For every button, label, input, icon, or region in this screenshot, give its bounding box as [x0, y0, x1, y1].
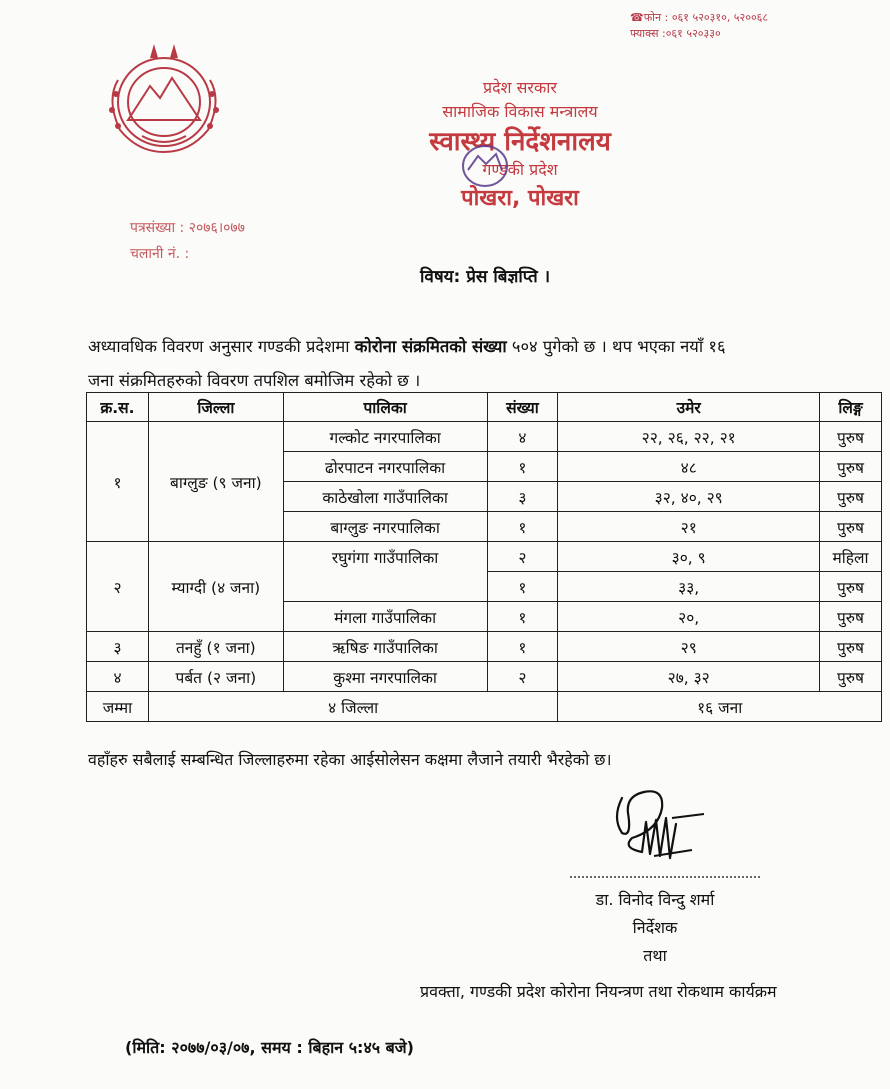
cell-count: ४	[487, 422, 558, 452]
cell-age: ३२, ४०, २९	[558, 482, 820, 512]
letterhead-line-5: पोखरा, पोखरा	[461, 186, 579, 211]
cell-age: २९	[558, 632, 820, 662]
total-districts: ४ जिल्ला	[148, 692, 557, 722]
cell-gender: पुरुष	[819, 482, 881, 512]
cell-palika: ढोरपाटन नगरपालिका	[283, 452, 487, 482]
contact-info	[630, 10, 830, 42]
cell-count: २	[487, 542, 558, 572]
table-row	[87, 662, 882, 692]
isolation-note: वहाँहरु सबैलाई सम्बन्धित जिल्लाहरुमा रहेका आईसोलेसन कक्षमा लैजाने तयारी भैरहेको छ।	[88, 750, 612, 769]
cell-gender: पुरुष	[819, 602, 881, 632]
cell-palika: गल्कोट नगरपालिका	[283, 422, 487, 452]
cell-gender: महिला	[819, 542, 881, 572]
cell-age: २१	[558, 512, 820, 542]
cell-sn: ३	[87, 632, 149, 662]
cases-table	[86, 392, 882, 722]
cell-age: ४८	[558, 452, 820, 482]
cell-district: पर्बत (२ जना)	[148, 662, 283, 692]
body-text-2: ५०४ पुगेको छ । थप भएका नयाँ १६	[506, 337, 726, 356]
header-count: संख्या	[487, 393, 558, 422]
total-persons: १६ जना	[558, 692, 882, 722]
cell-sn: १	[87, 422, 149, 542]
header-district: जिल्ला	[148, 393, 283, 422]
body-text-bold: कोरोना संक्रमितको संख्या	[354, 337, 507, 356]
cell-count: १	[487, 572, 558, 602]
header-sn: क्र.स.	[87, 393, 149, 422]
table-row	[87, 542, 882, 572]
cell-gender: पुरुष	[819, 572, 881, 602]
letterhead-line-1: प्रदेश सरकार	[483, 78, 557, 97]
cell-gender: पुरुष	[819, 452, 881, 482]
header-palika: पालिका	[283, 393, 487, 422]
cell-gender: पुरुष	[819, 632, 881, 662]
cell-count: २	[487, 662, 558, 692]
dispatch-number: चलानी नं. :	[130, 246, 190, 262]
signature-line	[570, 876, 760, 878]
cell-district: म्याग्दी (४ जना)	[148, 542, 283, 632]
cell-sn: २	[87, 542, 149, 632]
cell-palika: काठेखोला गाउँपालिका	[283, 482, 487, 512]
signatory-block	[530, 886, 780, 970]
signatory-conjunction: तथा	[643, 946, 667, 965]
cell-palika: बाग्लुङ नगरपालिका	[283, 512, 487, 542]
cell-palika: कुश्मा नगरपालिका	[283, 662, 487, 692]
table-total-row	[87, 692, 882, 722]
cell-age: २७, ३२	[558, 662, 820, 692]
cell-age: ३०, ९	[558, 542, 820, 572]
cell-palika: ऋषिङ गाउँपालिका	[283, 632, 487, 662]
table-header-row	[87, 393, 882, 422]
cell-gender: पुरुष	[819, 512, 881, 542]
cell-age: २२, २६, २२, २१	[558, 422, 820, 452]
cell-age: ३३,	[558, 572, 820, 602]
letterhead-line-2: सामाजिक विकास मन्त्रालय	[442, 102, 598, 121]
date-line: (मिति: २०७७/०३/०७, समय : बिहान ५:४५ बजे)	[125, 1038, 414, 1057]
cell-district: बाग्लुङ (९ जना)	[148, 422, 283, 542]
cell-palika: मंगला गाउँपालिका	[283, 602, 487, 632]
signature	[592, 778, 742, 878]
signatory-name: डा. विनोद विन्दु शर्मा	[595, 890, 715, 909]
body-paragraph	[88, 330, 888, 398]
cell-count: १	[487, 452, 558, 482]
office-stamp	[410, 140, 560, 268]
signatory-role: प्रवक्ता, गण्डकी प्रदेश कोरोना नियन्त्रण तथा रोकथाम कार्यक्रम	[420, 982, 777, 1001]
cell-count: ३	[487, 482, 558, 512]
header-age: उमेर	[558, 393, 820, 422]
fax-text: फ्याक्स :०६१ ५२०३३०	[630, 27, 721, 40]
cell-sn: ४	[87, 662, 149, 692]
cell-palika: रघुगंगा गाउँपालिका	[283, 542, 487, 602]
table-row	[87, 632, 882, 662]
cell-gender: पुरुष	[819, 662, 881, 692]
government-emblem-icon	[98, 40, 230, 160]
subject-line: विषय: प्रेस बिज्ञप्ति ।	[420, 267, 551, 287]
cell-count: १	[487, 512, 558, 542]
cell-count: १	[487, 632, 558, 662]
cell-gender: पुरुष	[819, 422, 881, 452]
signatory-title: निर्देशक	[632, 918, 678, 937]
body-text-1: अध्यावधिक विवरण अनुसार गण्डकी प्रदेशमा	[88, 337, 355, 356]
letter-number: पत्रसंख्या : २०७६।०७७	[130, 220, 245, 236]
total-label: जम्मा	[87, 692, 149, 722]
cell-age: २०,	[558, 602, 820, 632]
phone-text: ☎फोन : ०६१ ५२०३१०, ५२००६८	[630, 11, 769, 24]
header-gender: लिङ्ग	[819, 393, 881, 422]
letterhead-line-4: गण्डकी प्रदेश	[482, 160, 558, 179]
letterhead-title: स्वास्थ्य निर्देशनालय	[429, 127, 611, 157]
cell-count: १	[487, 602, 558, 632]
table-row	[87, 422, 882, 452]
cell-district: तनहुँ (१ जना)	[148, 632, 283, 662]
body-text-3: जना संक्रमितहरुको विवरण तपशिल बमोजिम रहेको छ ।	[88, 371, 421, 390]
